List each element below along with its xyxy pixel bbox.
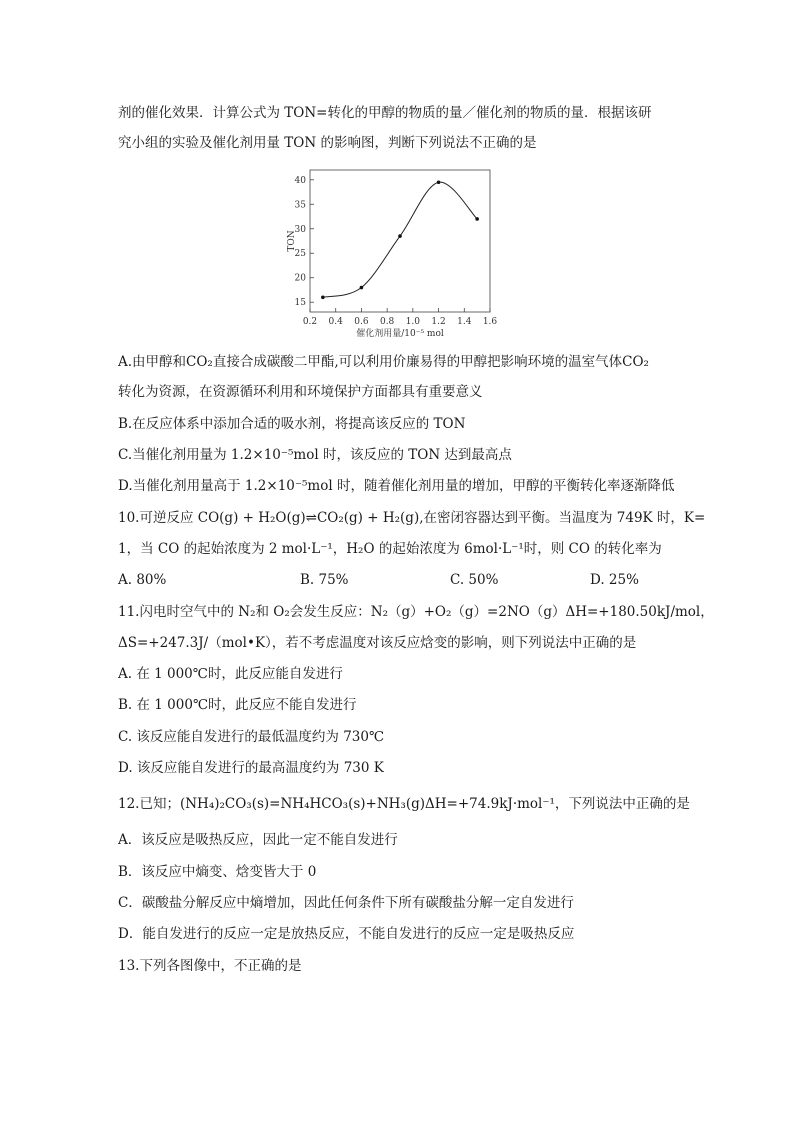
q12-option-b: B．该反应中熵变、焓变皆大于 0 bbox=[118, 864, 317, 880]
q11-option-d: D. 该反应能自发进行的最高温度约为 730 K bbox=[118, 760, 384, 776]
data-point bbox=[437, 180, 441, 184]
y-tick-label: 40 bbox=[294, 175, 306, 186]
q9-option-a-line-2: 转化为资源，在资源循环利用和环境保护方面都具有重要意义 bbox=[118, 384, 483, 400]
y-tick-label: 30 bbox=[294, 224, 306, 235]
intro-line-2: 究小组的实验及催化剂用量 TON 的影响图，判断下列说法不正确的是 bbox=[118, 135, 537, 151]
y-tick-label: 25 bbox=[294, 249, 306, 260]
x-tick-label: 0.8 bbox=[379, 317, 395, 327]
x-tick-label: 1.6 bbox=[482, 317, 498, 327]
q11-option-b: B. 在 1 000℃时，此反应不能自发进行 bbox=[118, 697, 357, 713]
q10-option-d: D. 25% bbox=[590, 572, 639, 588]
x-axis-ticks bbox=[303, 308, 498, 327]
y-axis-label: TON bbox=[287, 230, 297, 252]
q11-option-a: A. 在 1 000℃时，此反应能自发进行 bbox=[118, 666, 343, 682]
q10-option-c: C. 50% bbox=[450, 572, 499, 588]
y-tick-label: 35 bbox=[294, 200, 306, 211]
q9-option-d: D.当催化剂用量高于 1.2×10⁻⁵mol 时，随着催化剂用量的增加，甲醇的平衡转化率逐渐降低 bbox=[118, 478, 675, 494]
y-tick-label: 15 bbox=[294, 298, 306, 309]
q12-stem: 12.已知；(NH₄)₂CO₃(s)=NH₄HCO₃(s)+NH₃(g)ΔH=+74.9kJ·mol⁻¹，下列说法中正确的是 bbox=[118, 796, 690, 812]
ton-curve bbox=[323, 182, 477, 297]
q11-stem-line-1: 11.闪电时空气中的 N₂和 O₂会发生反应：N₂（g）+O₂（g）=2NO（g）ΔH=+180.50kJ/mol， bbox=[118, 604, 714, 620]
x-tick-label: 1.0 bbox=[405, 317, 421, 327]
q9-option-b: B.在反应体系中添加合适的吸水剂，将提高该反应的 TON bbox=[118, 416, 466, 432]
q11-option-c: C. 该反应能自发进行的最低温度约为 730℃ bbox=[118, 729, 385, 745]
x-tick-label: 0.6 bbox=[354, 317, 369, 327]
data-point bbox=[398, 234, 402, 238]
q10-option-a: A. 80% bbox=[118, 572, 167, 588]
x-tick-label: 1.4 bbox=[457, 317, 472, 327]
q11-stem-line-2: ΔS=+247.3J/（mol•K），若不考虑温度对该反应焓变的影响，则下列说法中正确的是 bbox=[118, 635, 637, 651]
q12-option-a: A．该反应是吸热反应，因此一定不能自发进行 bbox=[118, 832, 398, 848]
x-tick-label: 1.2 bbox=[431, 317, 446, 327]
y-tick-label: 20 bbox=[294, 273, 306, 284]
intro-line-1: 剂的催化效果．计算公式为 TON=转化的甲醇的物质的量／催化剂的物质的量．根据该研 bbox=[118, 105, 652, 121]
data-point bbox=[321, 296, 325, 300]
plot-frame bbox=[310, 170, 490, 312]
q10-stem-line-2: 1，当 CO 的起始浓度为 2 mol·L⁻¹，H₂O 的起始浓度为 6mol·L⁻¹时，则 CO 的转化率为 bbox=[118, 541, 662, 557]
q12-option-c: C．碳酸盐分解反应中熵增加，因此任何条件下所有碳酸盐分解一定自发进行 bbox=[118, 895, 574, 911]
data-point bbox=[360, 286, 364, 290]
q9-option-c: C.当催化剂用量为 1.2×10⁻⁵mol 时，该反应的 TON 达到最高点 bbox=[118, 447, 512, 463]
x-tick-label: 0.4 bbox=[328, 317, 343, 327]
q10-option-b: B. 75% bbox=[300, 572, 349, 588]
q10-stem-line-1: 10.可逆反应 CO(g) + H₂O(g)⇌CO₂(g) + H₂(g),在密闭容器达到平衡。当温度为 749K 时，K= bbox=[118, 510, 706, 526]
ton-chart bbox=[280, 168, 520, 340]
q9-option-a-line-1: A.由甲醇和CO₂直接合成碳酸二甲酯,可以利用价廉易得的甲醇把影响环境的温室气体CO₂ bbox=[118, 354, 649, 370]
x-tick-label: 0.2 bbox=[302, 317, 318, 327]
y-axis-ticks bbox=[295, 176, 314, 308]
data-point bbox=[475, 217, 479, 221]
data-points bbox=[321, 180, 479, 299]
q13-stem: 13.下列各图像中，不正确的是 bbox=[118, 958, 302, 974]
q12-option-d: D．能自发进行的反应一定是放热反应，不能自发进行的反应一定是吸热反应 bbox=[118, 926, 575, 942]
x-axis-label: 催化剂用量/10⁻⁵ mol bbox=[356, 329, 444, 339]
